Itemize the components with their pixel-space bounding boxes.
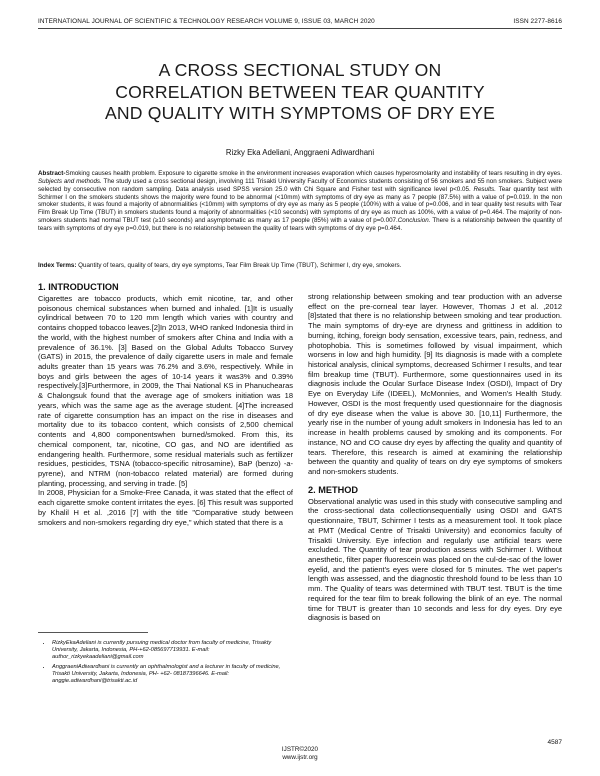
abstract	[38, 170, 562, 233]
title-line-1: A CROSS SECTIONAL STUDY ON	[158, 60, 442, 80]
abstract-conclusion-label: Conclusion.	[397, 217, 431, 225]
right-column	[308, 292, 562, 623]
abstract-methods-label: Subjects and methods.	[38, 177, 102, 185]
abstract-conclusion: There is a relationship between the quantity of tears with symptoms of dry eye p=0.019, but there is no relationship between the quality of tears with symptoms of dry eye p=0.464.	[38, 217, 562, 232]
introduction-heading: 1. INTRODUCTION	[38, 282, 119, 292]
header-rule	[38, 28, 562, 29]
abstract-results: Tear quantity test with Schirmer I on the smokers students shows the majority were found to be abnormal (<10mm) with symptoms of dry eye as many as 7 people (87.5%) with a value of p=0.019. In the non smoker students, it was found a majority of abnormalities (<10mm) with symptoms of dry eye as many as 5 people (100%) with a value of p=0.006, and in tear quality test results with Tear Film Break Up Time (TBUT) in smokers students found a majority of abnormalities (<10 seconds) with symptoms of dry eye as much as 100%, with a value of p=0.464. The majority of non-smokers students had normal TBUT test (≥10 seconds) and asymptomatic as many as 17 people (85%) with a value of p=0.007.	[38, 185, 562, 225]
index-terms	[38, 262, 562, 270]
intro-paragraph-3: strong relationship between smoking and tear production with an adverse effect on the pre-corneal tear layer. However, Thomas J et al. ,2012 [8]stated that there is no relationship between smoking and tear production. The main symptoms of dry-eye are dryness and grittiness in addition to burning, itching, foreign body sensation, excessive tears, pain, redness, and photophobia. This is sometimes followed by visual impairment, which worsens in low and high humidity. [9] Its diagnosis is made with a complete historical analysis, clinical symptoms, decreased Schirmer I results, and tear film breakup time (TBUT). Furthermore, some questionnaires used in its diagnosis include the Ocular Surface Disease Index (OSDI), Impact of Dry Eye on Everyday Life (IDEEL), McMonnies, and Women's Health Study. However, OSDI is the most frequently used questionnaire for the diagnosis of dry eye disease when the value is above 30. [10,11] Furthermore, the yearly rise in the number of young adult smokers in Indonesia has led to an increase in health problems caused by smoking and its components. For instance, NO and CO cause dry eyes by affecting the quality and quantity of tears. Therefore, this research is aimed at examining the relationship between the quantity and quality of tears on dry eye symptoms of smokers and non-smokers students.	[308, 292, 562, 476]
footnotes	[38, 640, 296, 689]
page-footer	[0, 746, 600, 762]
journal-name: INTERNATIONAL JOURNAL OF SCIENTIFIC & TECHNOLOGY RESEARCH VOLUME 9, ISSUE 03, MARCH 2020	[38, 18, 375, 25]
intro-paragraph-1: Cigarettes are tobacco products, which emit nicotine, tar, and other poisonous chemical substances when burned and inhaled. [1]It is usually cylindrical between 70 to 120 mm length which varies with country and contains chopped tobacco leaves.[2]In 2013, WHO ranked Indonesia third in the world, with the highest number of smokers after China and India with a prevalence of 36.1%. [3] Based on the Global Adults Tobacco Survey (GATS) in 2015, the prevalence of daily cigarette users in male and female adults greater than 15 years was 76.2% and 3.6%, respectively. While in boys and girls between the ages of 10-14 years it was3% and 0.39% respectively.[3]Furthermore, in 2009, the Thai National KS in Phanuchearas & Chalongsuk found that the average age of smokers initiation was 18 years, which was the same age as the average student. [4]The increased rate of cigarette consumption has an impact on the rise in diseases and mortality due to its tobacco content, which consists of 2,500 chemical contents and 4,800 componentswhen burned/smoked. From this, its chemical component, tar, nicotine, CO gas, and NO are identified as endangering health. Furthermore, some residual materials such as fertilizer residues, pesticides, TSNA (tobacco-specific nitrosamine), BaP (benzo) -a-pyrene), and NTRM (non-tobacco related material) are formed during planting, processing, and serving in trade. [5]	[38, 294, 293, 488]
index-terms-text: Quantity of tears, quality of tears, dry eye symptoms, Tear Film Break Up Time (TBUT), Schirmer I, dry eye, smokers.	[76, 262, 402, 269]
title-line-3: AND QUALITY WITH SYMPTOMS OF DRY EYE	[104, 103, 496, 123]
abstract-results-label: Results.	[473, 185, 497, 193]
footnote-author-1: • RizkyEkaAdeliani is currently pursuing medical doctor from faculty of medicine, Trisakty University, Jakarta, Indonesia, PH-+62-085697719931. E-mail: author_rizkyekaadeliani@gmail.com	[52, 640, 296, 661]
intro-paragraph-2: In 2008, Physician for a Smoke-Free Canada, it was stated that the effect of each cigarette smoke content irritates the eyes. [6] This result was supported by Khalil H et al. ,2016 [7] with the title "Comparative study between smokers and non-smokers regarding dry eye," which stated that there is a	[38, 488, 293, 527]
page-number: 4587	[547, 739, 562, 746]
abstract-label: Abstract-	[38, 170, 66, 177]
left-column	[38, 282, 293, 527]
footnote-rule	[38, 632, 148, 633]
title-line-2: CORRELATION BETWEEN TEAR QUANTITY	[115, 81, 485, 102]
authors: Rizky Eka Adeliani, Anggraeni Adiwardhani	[225, 148, 375, 157]
index-terms-label: Index Terms:	[38, 262, 77, 269]
footer-url[interactable]: www.ijstr.org	[282, 754, 318, 761]
issn: ISSN 2277-8616	[513, 18, 562, 25]
method-heading: 2. METHOD	[308, 484, 359, 495]
abstract-intro: Smoking causes health problem. Exposure to cigarette smoke in the environment increases evaporation which causes hyperosmolarity and instability of tears resulting in dry eyes.	[65, 170, 562, 177]
footnote-author-2: • AnggraeniAdiwardhani is currently an ophthalmologist and a lecturer in faculty of medicine, Trisakti University, Jakarta, Indonesia, PH- +62- 08187396646. E-mail: anggie.adiwardhani@trisakti.ac.id	[52, 664, 296, 685]
method-paragraph-1: Observational analytic was used in this study with consecutive sampling and the cross-sectional data collectionsequentially using OSDI and GATS questionnaire, TBUT, Schirmer I tests as a measurement tool. It took place at PMT (Medical Centre of Trisakti University) and economics faculty of Trisakti University. Eye infection and regularly use artificial tears were excluded. The Quantity of tear production assess with Schirmer I. Without anesthetic, filter paper fluorescein was placed on the cul-de-sac of the lower eyelid, and the patient's eyes were closed for 5 minutes. The wet paper's length was assessed, and the diagnostic threshold found to be less than 10 mm. The Quality of tears was determined with TBUT test. TBUT is the time required for the tear film to break following the blink of an eye. The normal time for TBUT is greater than 10 seconds and less for dry eyes. Dry eye diagnosis is based on	[308, 496, 562, 623]
footer-code: IJSTR©2020	[281, 746, 319, 753]
paper-title	[30, 60, 570, 125]
abstract-methods: The study used a cross sectional design, involving 111 Trisakti University Faculty of Economics students consisting of 56 smokers and 55 non smokers. Subject were selected by consecutive non random sampling. Data analysis used SPSS version 25.0 with Chi Square and Fisher test with significance level p<0.05.	[38, 177, 562, 193]
